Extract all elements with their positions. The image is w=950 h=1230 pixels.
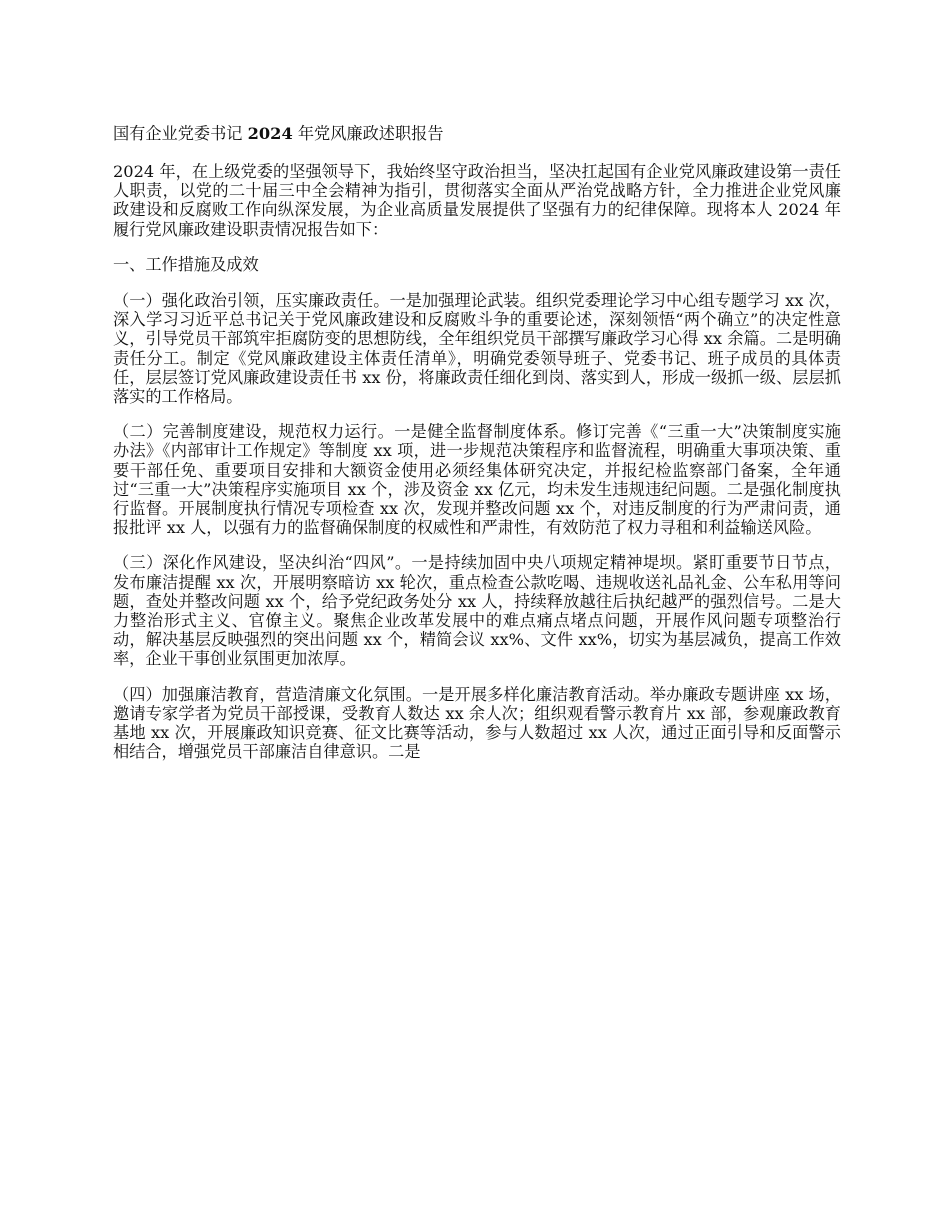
- intro-paragraph: 2024 年，在上级党委的坚强领导下，我始终坚守政治担当，坚决扛起国有企业党风廉政建设第一责任人职责，以党的二十届三中全会精神为指引，贯彻落实全面从严治党战略方针，全力推进企业党风廉政建设和反腐败工作向纵深发展，为企业高质量发展提供了坚强有力的纪律保障。现将本人 2024 年履行党风廉政建设职责情况报告如下：: [113, 162, 841, 239]
- paragraph-political-guidance: （一）强化政治引领，压实廉政责任。一是加强理论武装。组织党委理论学习中心组专题学习 xx 次，深入学习习近平总书记关于党风廉政建设和反腐败斗争的重要论述，深刻领悟“两个确立”的决定性意义，引导党员干部筑牢拒腐防变的思想防线，全年组织党员干部撰写廉政学习心得 xx 余篇。二是明确责任分工。制定《党风廉政建设主体责任清单》，明确党委领导班子、党委书记、班子成员的具体责任，层层签订党风廉政建设责任书 xx 份，将廉政责任细化到岗、落实到人，形成一级抓一级、层层抓落实的工作格局。: [113, 291, 841, 407]
- section-heading: 一、工作措施及成效: [113, 254, 259, 274]
- title-prefix: 国有企业党委书记: [113, 124, 243, 143]
- document-title: [113, 124, 841, 144]
- paragraph-integrity-education: （四）加强廉洁教育，营造清廉文化氛围。一是开展多样化廉洁教育活动。举办廉政专题讲座 xx 场，邀请专家学者为党员干部授课，受教育人数达 xx 余人次；组织观看警示教育片 xx 部，参观廉政教育基地 xx 次，开展廉政知识竞赛、征文比赛等活动，参与人数超过 xx 人次，通过正面引导和反面警示相结合，增强党员干部廉洁自律意识。二是: [113, 684, 841, 762]
- paragraph-work-style: （三）深化作风建设，坚决纠治“四风”。一是持续加固中央八项规定精神堤坝。紧盯重要节日节点，发布廉洁提醒 xx 次，开展明察暗访 xx 轮次，重点检查公款吃喝、违规收送礼品礼金、公车私用等问题，查处并整改问题 xx 个，给予党纪政务处分 xx 人，持续释放越往后执纪越严的强烈信号。二是大力整治形式主义、官僚主义。聚焦企业改革发展中的难点痛点堵点问题，开展作风问题专项整治行动，解决基层反映强烈的突出问题 xx 个，精简会议 xx%、文件 xx%，切实为基层减负，提高工作效率，企业干事创业氛围更加浓厚。: [113, 553, 841, 669]
- title-year: 2024: [247, 124, 293, 143]
- title-suffix: 年党风廉政述职报告: [297, 124, 444, 143]
- paragraph-system-building: （二）完善制度建设，规范权力运行。一是健全监督制度体系。修订完善《“三重一大”决策制度实施办法》《内部审计工作规定》等制度 xx 项，进一步规范决策程序和监督流程，明确重大事项决策、重要干部任免、重要项目安排和大额资金使用必须经集体研究决定，并报纪检监察部门备案，全年通过“三重一大”决策程序实施项目 xx 个，涉及资金 xx 亿元，均未发生违规违纪问题。二是强化制度执行监督。开展制度执行情况专项检查 xx 次，发现并整改问题 xx 个，对违反制度的行为严肃问责，通报批评 xx 人，以强有力的监督确保制度的权威性和严肃性，有效防范了权力寻租和利益输送风险。: [113, 422, 841, 538]
- document-page: [113, 124, 841, 777]
